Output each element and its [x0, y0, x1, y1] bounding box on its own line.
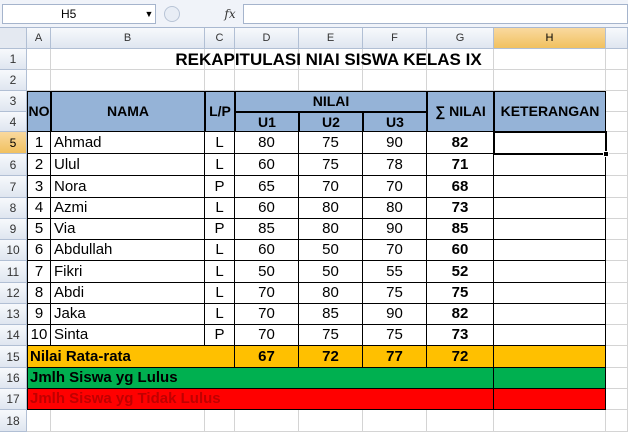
student-keterangan[interactable] [494, 261, 606, 283]
student-u3[interactable]: 90 [363, 132, 427, 154]
student-sum[interactable]: 73 [427, 198, 494, 219]
row-header-1[interactable]: 1 [0, 49, 27, 70]
student-name[interactable]: Ulul [51, 154, 205, 176]
row-header-6[interactable]: 6 [0, 154, 27, 176]
student-u1[interactable]: 70 [235, 283, 299, 304]
student-u3[interactable]: 75 [363, 283, 427, 304]
student-keterangan[interactable] [494, 154, 606, 176]
student-no[interactable]: 6 [27, 240, 51, 261]
student-name[interactable]: Abdi [51, 283, 205, 304]
student-no[interactable]: 1 [27, 132, 51, 154]
header-no[interactable]: NO [27, 91, 51, 132]
row-header-17[interactable]: 17 [0, 389, 27, 410]
row-header-16[interactable]: 16 [0, 368, 27, 389]
student-u1[interactable]: 70 [235, 325, 299, 346]
row-header-10[interactable]: 10 [0, 240, 27, 261]
chevron-down-icon[interactable]: ▼ [144, 9, 154, 19]
column-header-c[interactable]: C [205, 28, 235, 49]
grid-cell[interactable] [606, 132, 628, 154]
student-sum[interactable]: 85 [427, 219, 494, 240]
grid-cell[interactable] [606, 261, 628, 283]
column-header-h[interactable]: H [494, 28, 606, 49]
grid-cell[interactable] [51, 70, 205, 91]
grid-cell[interactable] [606, 219, 628, 240]
student-name[interactable]: Fikri [51, 261, 205, 283]
student-u1[interactable]: 80 [235, 132, 299, 154]
student-u2[interactable]: 85 [299, 304, 363, 325]
student-no[interactable]: 9 [27, 304, 51, 325]
grid-cell[interactable] [606, 346, 628, 368]
average-u1[interactable]: 67 [235, 346, 299, 368]
student-u1[interactable]: 60 [235, 154, 299, 176]
student-gender[interactable]: L [205, 132, 235, 154]
header-lp[interactable]: L/P [205, 91, 235, 132]
column-header-g[interactable]: G [427, 28, 494, 49]
grid-cell[interactable] [606, 176, 628, 198]
grid-cell[interactable] [363, 70, 427, 91]
grid-cell[interactable] [27, 49, 51, 70]
student-u1[interactable]: 60 [235, 240, 299, 261]
grid-cell[interactable] [299, 70, 363, 91]
average-sum[interactable]: 72 [427, 346, 494, 368]
row-header-4[interactable]: 4 [0, 112, 27, 132]
insert-function-icon[interactable]: fx [224, 7, 236, 21]
student-name[interactable]: Sinta [51, 325, 205, 346]
name-box[interactable]: H5 [2, 4, 156, 24]
student-u1[interactable]: 85 [235, 219, 299, 240]
grid-cell[interactable] [606, 49, 628, 70]
student-u2[interactable]: 50 [299, 240, 363, 261]
student-u3[interactable]: 90 [363, 304, 427, 325]
student-name[interactable]: Azmi [51, 198, 205, 219]
grid-cell[interactable] [235, 70, 299, 91]
student-u2[interactable]: 75 [299, 325, 363, 346]
row-header-13[interactable]: 13 [0, 304, 27, 325]
header-nilai[interactable]: NILAI [235, 91, 427, 112]
student-gender[interactable]: L [205, 198, 235, 219]
student-gender[interactable]: P [205, 325, 235, 346]
student-no[interactable]: 10 [27, 325, 51, 346]
student-no[interactable]: 8 [27, 283, 51, 304]
grid-cell[interactable] [606, 112, 628, 132]
student-no[interactable]: 3 [27, 176, 51, 198]
student-keterangan[interactable] [494, 283, 606, 304]
row-header-14[interactable]: 14 [0, 325, 27, 346]
student-u2[interactable]: 80 [299, 198, 363, 219]
student-u3[interactable]: 55 [363, 261, 427, 283]
grid-cell[interactable] [363, 410, 427, 432]
student-gender[interactable]: L [205, 261, 235, 283]
student-sum[interactable]: 52 [427, 261, 494, 283]
grid-cell[interactable] [27, 410, 51, 432]
student-u2[interactable]: 80 [299, 219, 363, 240]
average-u2[interactable]: 72 [299, 346, 363, 368]
student-u2[interactable]: 70 [299, 176, 363, 198]
student-u2[interactable]: 50 [299, 261, 363, 283]
header-u1[interactable]: U1 [235, 112, 299, 132]
student-keterangan[interactable] [494, 198, 606, 219]
student-sum[interactable]: 82 [427, 132, 494, 154]
row-header-11[interactable]: 11 [0, 261, 27, 283]
student-gender[interactable]: L [205, 240, 235, 261]
student-u2[interactable]: 75 [299, 154, 363, 176]
failed-value[interactable] [494, 389, 606, 410]
student-name[interactable]: Ahmad [51, 132, 205, 154]
grid-cell[interactable] [427, 70, 494, 91]
student-sum[interactable]: 71 [427, 154, 494, 176]
column-header-b[interactable]: B [51, 28, 205, 49]
student-name[interactable]: Nora [51, 176, 205, 198]
grid-cell[interactable] [606, 304, 628, 325]
grid-cell[interactable] [606, 389, 628, 410]
student-gender[interactable]: P [205, 176, 235, 198]
student-u1[interactable]: 60 [235, 198, 299, 219]
student-u3[interactable]: 80 [363, 198, 427, 219]
row-header-15[interactable]: 15 [0, 346, 27, 368]
row-header-2[interactable]: 2 [0, 70, 27, 91]
student-sum[interactable]: 68 [427, 176, 494, 198]
header-sum[interactable]: ∑ NILAI [427, 91, 494, 132]
row-header-7[interactable]: 7 [0, 176, 27, 198]
student-u2[interactable]: 80 [299, 283, 363, 304]
student-sum[interactable]: 73 [427, 325, 494, 346]
student-u1[interactable]: 70 [235, 304, 299, 325]
student-sum[interactable]: 82 [427, 304, 494, 325]
formula-bar-grip-icon[interactable] [164, 6, 180, 22]
row-header-18[interactable]: 18 [0, 410, 27, 432]
column-header-i[interactable] [606, 28, 628, 49]
fill-handle[interactable] [603, 151, 609, 157]
grid-cell[interactable] [51, 410, 205, 432]
header-u3[interactable]: U3 [363, 112, 427, 132]
student-sum[interactable]: 75 [427, 283, 494, 304]
student-gender[interactable]: L [205, 283, 235, 304]
row-header-8[interactable]: 8 [0, 198, 27, 219]
grid-cell[interactable] [427, 410, 494, 432]
row-header-9[interactable]: 9 [0, 219, 27, 240]
student-no[interactable]: 7 [27, 261, 51, 283]
grid-cell[interactable] [606, 91, 628, 112]
grid-cell[interactable] [606, 325, 628, 346]
grid-cell[interactable] [205, 70, 235, 91]
passed-label[interactable]: Jmlh Siswa yg Lulus [27, 368, 494, 389]
average-keterangan[interactable] [494, 346, 606, 368]
grid-cell[interactable] [606, 70, 628, 91]
student-name[interactable]: Via [51, 219, 205, 240]
grid-cell[interactable] [494, 410, 606, 432]
student-gender[interactable]: L [205, 304, 235, 325]
row-header-3[interactable]: 3 [0, 91, 27, 112]
grid-cell[interactable] [494, 70, 606, 91]
student-name[interactable]: Jaka [51, 304, 205, 325]
column-header-d[interactable]: D [235, 28, 299, 49]
sheet-title[interactable]: REKAPITULASI NIAI SISWA KELAS IX [175, 50, 482, 69]
grid-cell[interactable] [606, 410, 628, 432]
grid-cell[interactable] [606, 154, 628, 176]
column-header-f[interactable]: F [363, 28, 427, 49]
grid-cell[interactable] [606, 368, 628, 389]
grid-cell[interactable] [235, 410, 299, 432]
row-header-5[interactable]: 5 [0, 132, 27, 154]
formula-input[interactable] [243, 4, 628, 24]
student-keterangan[interactable] [494, 240, 606, 261]
column-header-e[interactable]: E [299, 28, 363, 49]
grid-cell[interactable] [606, 198, 628, 219]
grid-cell[interactable] [27, 70, 51, 91]
student-u3[interactable]: 90 [363, 219, 427, 240]
student-keterangan[interactable] [494, 325, 606, 346]
student-u3[interactable]: 78 [363, 154, 427, 176]
student-keterangan[interactable] [494, 304, 606, 325]
header-keterangan[interactable]: KETERANGAN [494, 91, 606, 132]
passed-value[interactable] [494, 368, 606, 389]
student-no[interactable]: 4 [27, 198, 51, 219]
header-u2[interactable]: U2 [299, 112, 363, 132]
average-label[interactable]: Nilai Rata-rata [27, 346, 235, 368]
student-gender[interactable]: P [205, 219, 235, 240]
grid-cell[interactable] [299, 410, 363, 432]
failed-label[interactable]: Jmlh Siswa yg Tidak Lulus [27, 389, 494, 410]
student-u1[interactable]: 50 [235, 261, 299, 283]
student-u2[interactable]: 75 [299, 132, 363, 154]
row-header-12[interactable]: 12 [0, 283, 27, 304]
student-keterangan[interactable] [494, 219, 606, 240]
student-u3[interactable]: 70 [363, 176, 427, 198]
select-all-button[interactable] [0, 28, 27, 49]
student-no[interactable]: 5 [27, 219, 51, 240]
grid-cell[interactable] [205, 410, 235, 432]
student-u1[interactable]: 65 [235, 176, 299, 198]
student-u3[interactable]: 75 [363, 325, 427, 346]
column-header-a[interactable]: A [27, 28, 51, 49]
average-u3[interactable]: 77 [363, 346, 427, 368]
grid-cell[interactable] [606, 240, 628, 261]
student-sum[interactable]: 60 [427, 240, 494, 261]
student-no[interactable]: 2 [27, 154, 51, 176]
active-cell-outline[interactable] [493, 131, 607, 155]
student-name[interactable]: Abdullah [51, 240, 205, 261]
student-gender[interactable]: L [205, 154, 235, 176]
student-keterangan[interactable] [494, 176, 606, 198]
grid-cell[interactable] [606, 283, 628, 304]
header-nama[interactable]: NAMA [51, 91, 205, 132]
student-u3[interactable]: 70 [363, 240, 427, 261]
